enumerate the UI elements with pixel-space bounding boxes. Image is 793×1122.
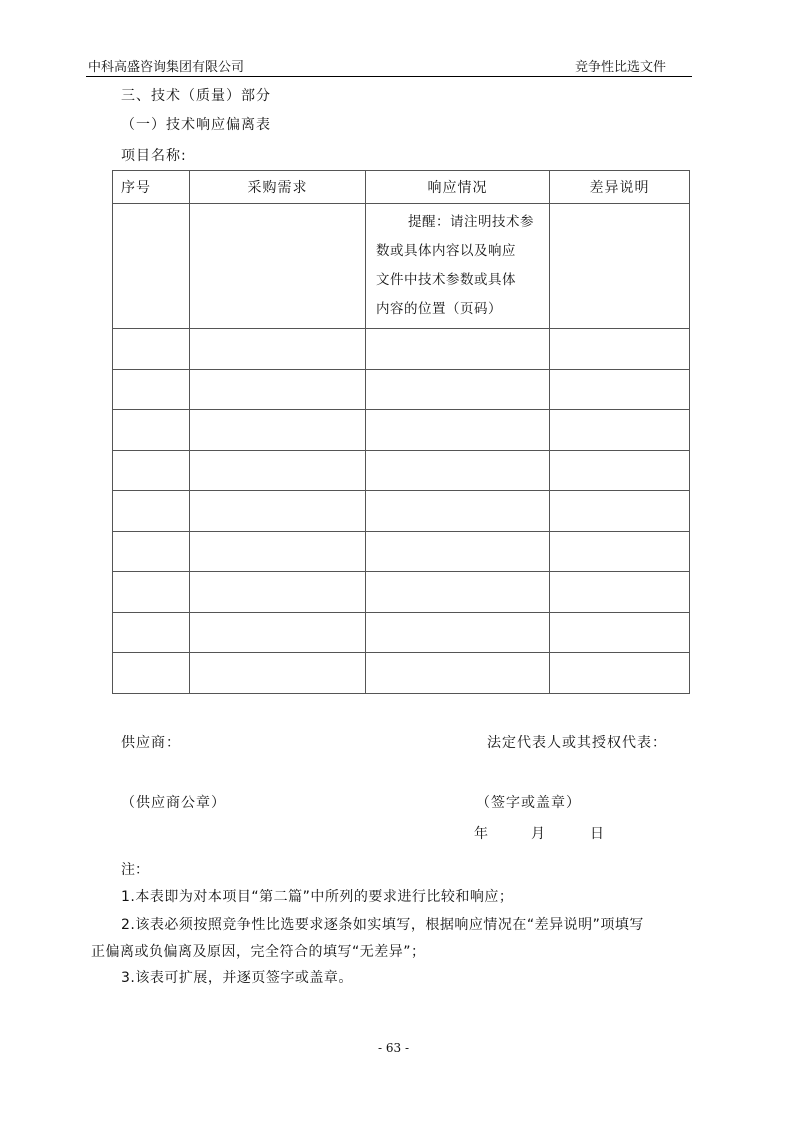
table-row — [113, 531, 690, 572]
table-row — [113, 204, 690, 329]
date-month-label: 月 — [531, 826, 546, 842]
table-row — [113, 369, 690, 410]
hint-line: 内容的位置（页码） — [376, 301, 502, 317]
column-header-seq: 序号 — [113, 171, 190, 204]
page-number: - 63 - — [378, 1041, 410, 1055]
response-hint-text — [366, 204, 549, 324]
table-cell[interactable] — [550, 329, 690, 370]
table-cell[interactable] — [550, 612, 690, 653]
table-cell[interactable] — [550, 410, 690, 451]
table-cell[interactable] — [113, 410, 190, 451]
table-cell[interactable] — [190, 531, 366, 572]
table-cell[interactable] — [190, 369, 366, 410]
header-document-type: 竞争性比选文件 — [575, 60, 667, 75]
table-cell[interactable] — [550, 572, 690, 613]
note-item: 正偏离或负偏离及原因，完全符合的填写“无差异”； — [91, 944, 426, 960]
table-cell[interactable] — [550, 491, 690, 532]
table-cell[interactable] — [550, 653, 690, 694]
notes-title: 注： — [121, 862, 149, 878]
hint-line: 数或具体内容以及响应 — [376, 243, 516, 259]
table-row — [113, 653, 690, 694]
header-divider — [86, 76, 692, 77]
table-cell[interactable] — [366, 612, 550, 653]
table-cell[interactable] — [366, 410, 550, 451]
table-cell[interactable] — [550, 450, 690, 491]
table-cell[interactable] — [113, 531, 190, 572]
table-cell[interactable] — [190, 410, 366, 451]
table-row — [113, 410, 690, 451]
table-row — [113, 329, 690, 370]
table-cell[interactable] — [190, 491, 366, 532]
table-cell[interactable] — [113, 204, 190, 329]
table-cell[interactable] — [366, 329, 550, 370]
table-row — [113, 612, 690, 653]
column-header-requirement: 采购需求 — [190, 171, 366, 204]
table-cell[interactable] — [190, 572, 366, 613]
table-cell[interactable] — [366, 491, 550, 532]
table-cell[interactable] — [190, 653, 366, 694]
table-cell[interactable] — [550, 531, 690, 572]
table-cell[interactable] — [366, 450, 550, 491]
supplier-label: 供应商： — [121, 735, 181, 751]
table-cell[interactable] — [550, 204, 690, 329]
table-cell[interactable] — [113, 612, 190, 653]
response-hint-cell[interactable] — [366, 204, 550, 329]
table-cell[interactable] — [366, 653, 550, 694]
table-cell[interactable] — [113, 329, 190, 370]
sign-or-seal-label: （签字或盖章） — [476, 795, 581, 811]
table-cell[interactable] — [113, 653, 190, 694]
table-cell[interactable] — [366, 369, 550, 410]
deviation-table — [112, 170, 690, 694]
table-cell[interactable] — [190, 329, 366, 370]
table-cell[interactable] — [113, 491, 190, 532]
table-cell[interactable] — [366, 572, 550, 613]
table-header-row — [113, 171, 690, 204]
table-cell[interactable] — [113, 450, 190, 491]
table-row — [113, 450, 690, 491]
project-name-label: 项目名称: — [121, 148, 187, 164]
legal-representative-label: 法定代表人或其授权代表： — [487, 735, 667, 751]
header-company-name: 中科高盛咨询集团有限公司 — [88, 60, 245, 75]
hint-line: 文件中技术参数或具体 — [376, 272, 516, 288]
note-item: 1.本表即为对本项目“第二篇”中所列的要求进行比较和响应； — [121, 889, 514, 905]
supplier-seal-label: （供应商公章） — [121, 795, 226, 811]
table-cell[interactable] — [113, 572, 190, 613]
note-item: 2.该表必须按照竞争性比选要求逐条如实填写，根据响应情况在“差异说明”项填写 — [121, 917, 644, 933]
section-title: 三、技术（质量）部分 — [121, 88, 271, 104]
table-row — [113, 491, 690, 532]
table-cell[interactable] — [190, 612, 366, 653]
table-cell[interactable] — [366, 531, 550, 572]
table-cell[interactable] — [550, 369, 690, 410]
date-year-label: 年 — [474, 826, 489, 842]
table-cell[interactable] — [113, 369, 190, 410]
table-cell[interactable] — [190, 450, 366, 491]
column-header-response: 响应情况 — [366, 171, 550, 204]
table-row — [113, 572, 690, 613]
column-header-difference: 差异说明 — [550, 171, 690, 204]
date-day-label: 日 — [590, 826, 605, 842]
hint-line: 提醒：请注明技术参 — [408, 214, 534, 230]
table-cell[interactable] — [190, 204, 366, 329]
note-item: 3.该表可扩展，并逐页签字或盖章。 — [121, 970, 353, 986]
sub-title: （一）技术响应偏离表 — [121, 117, 271, 133]
